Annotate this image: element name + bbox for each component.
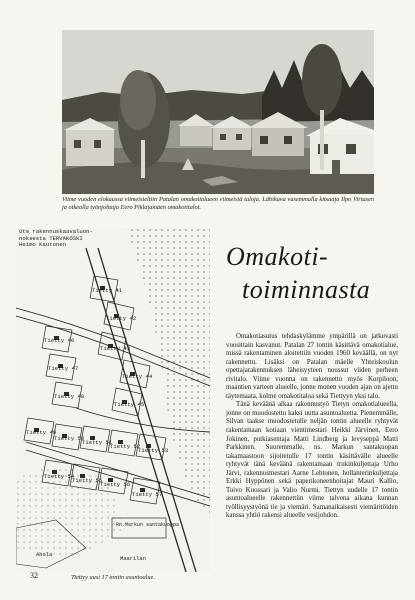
article-paragraph: Tänä keväänä alkaa rakennustyö Tietyn omakotialueella, jonne on muodostettu kaksi uutta asuntoaluetta. Pienemmälle, Silvan taakse muodostetulle neljän tontin alueelle ryhtyvät rakentamaan kotiaan vientimestari Heikki Järvinen, Eero Jokinen, putkiasentaja Matti Lindberg ja levyseppä Matti Parkkinen. Suuremmalle, ns. Markun santakuopan takamaastoon sijoitetulle 17 tontin käsittävälle alueelle ryhtyvät tänä keväänä rakentamaan trukinkuljettaja Urho Järvi, rakennusmestari Aarne Lehtonen, hollanterinkuljettaja Erkki Hyppönen sekä paperikoneenhoitajat Mauri Kallio, Toivo Kuossari ja Valio Nurmi. Tiettyn uudelle 17 tontin asuntoalueelle rakennettiin viime talvena aikana kunnan työllisyystyönä tie ja viemäri. Samanaikaisesti viemäritöiden kanssa yhtiö rakensi alueelle vesijohdon. bbox=[226, 401, 398, 520]
plot-label: Tietty 45 bbox=[114, 401, 145, 408]
plot-label: Tietty 51 bbox=[82, 439, 113, 446]
map-caption: Tiettyy uusi 17 tontin asuntoalue. bbox=[71, 574, 155, 581]
map-note-line: Heimo Kautonen bbox=[19, 241, 66, 249]
plot-label: Tietty 57 bbox=[132, 491, 163, 498]
plot-label: Tietty 55 bbox=[72, 477, 103, 484]
map-note-line: noksesta TERVAKOSKI bbox=[19, 234, 83, 242]
area-label-ahola: Ahola bbox=[36, 552, 53, 558]
plot-label: Tietty 42 bbox=[106, 315, 137, 322]
plot-label: Tietty 54 bbox=[44, 473, 75, 480]
plot-label: Tietty 46 bbox=[44, 337, 75, 344]
article-body bbox=[226, 333, 398, 521]
map-source-note bbox=[19, 229, 109, 249]
plot-label: Tietty 52 bbox=[110, 443, 141, 450]
plot-label: Tietty 56 bbox=[100, 481, 131, 488]
area-label-maarila: Maarilan bbox=[120, 556, 146, 562]
plot-label: Tietty 47 bbox=[48, 365, 79, 372]
sand-pit-label: Rn.Markun santakuoppa bbox=[116, 522, 180, 528]
title-line-2: toiminnasta bbox=[242, 275, 371, 304]
title-line-1: Omakoti- bbox=[226, 242, 329, 271]
photo-caption: Viime vuoden elokuussa viimeisteltiin Patalan omakotialueen viimeisiä taloja. Lähikuva vasemmalla kitsaaja Ilpo Virtasen ja oikealla työnjohtaja Eero Piklajamäen omakotitalot. bbox=[62, 196, 374, 212]
plot-label: Tietty 48 bbox=[54, 393, 85, 400]
page-number: 32 bbox=[30, 571, 38, 580]
plan-map-drawing bbox=[16, 228, 210, 572]
plot-label: Tietty 44 bbox=[122, 373, 153, 380]
article-title bbox=[226, 240, 396, 306]
plot-label: Tietty 43 bbox=[100, 345, 131, 352]
plot-label: Tietty 41 bbox=[92, 287, 123, 294]
article-paragraph: Omakotiasutus tehdaskylämme ympärillä on jatkuvasti vuosittain kasvanut. Patalan 27 tontin käsittävä omakotialue, missä rakentaminen aloitettiin vuoden 1960 keväällä, on nyt rakennettu. Lisäksi on Patalan mäelle Yhteiskoulun opettajarakennuksen läheisyyteen noussut viiden perheen rivitalo. Viime vuonna on rakennettu myös Korpiloon, maantien varteen alueelle, jonne monen vuoden ajan on ajettu täytemaata, kolme omakotitaloa sekä Tiettyyn yksi talo. bbox=[226, 333, 398, 400]
plot-label: Tietty 49 bbox=[26, 429, 57, 436]
plan-map bbox=[16, 228, 210, 572]
plot-label: Tietty 53 bbox=[138, 447, 169, 454]
plot-label: Tietty 50 bbox=[54, 435, 85, 442]
map-note-line: Ote rakennuskaavaluon- bbox=[19, 228, 93, 235]
village-photo bbox=[62, 30, 374, 194]
village-photo-image bbox=[62, 30, 374, 194]
